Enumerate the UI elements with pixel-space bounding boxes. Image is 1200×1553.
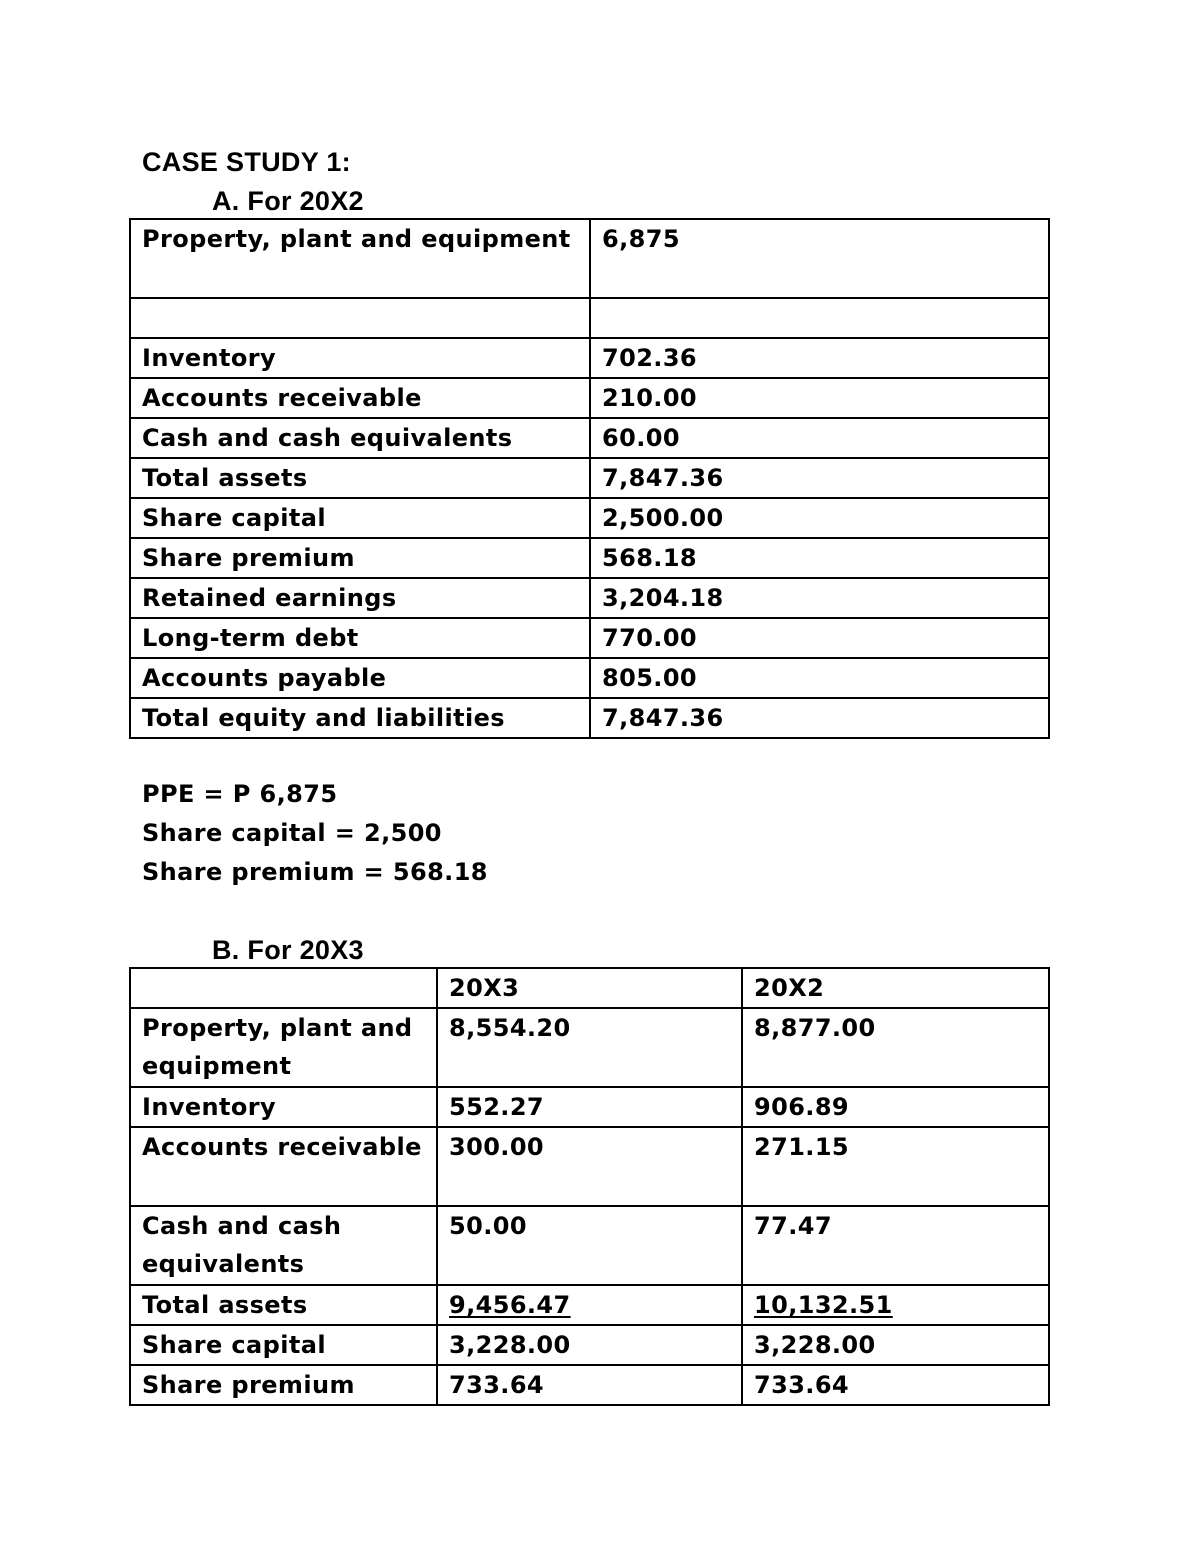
row-label: Property, plant and equipment <box>130 1008 437 1087</box>
table-row <box>130 458 1049 498</box>
table-row <box>130 538 1049 578</box>
row-label: Accounts payable <box>130 658 590 698</box>
table-row <box>130 1206 1049 1285</box>
value-20x3: 50.00 <box>437 1206 742 1285</box>
row-value: 7,847.36 <box>590 698 1049 738</box>
header-cell <box>130 968 437 1008</box>
row-value: 60.00 <box>590 418 1049 458</box>
row-value: 2,500.00 <box>590 498 1049 538</box>
row-label: Share capital <box>130 1325 437 1365</box>
balance-sheet-20x2-table <box>129 218 1050 739</box>
table-row <box>130 219 1049 298</box>
row-value: 7,847.36 <box>590 458 1049 498</box>
row-value: 568.18 <box>590 538 1049 578</box>
table-row <box>130 1127 1049 1206</box>
table-row <box>130 1365 1049 1405</box>
value-20x2-total <box>742 1285 1049 1325</box>
table-row <box>130 1087 1049 1127</box>
value-20x2: 733.64 <box>742 1365 1049 1405</box>
row-label: Total assets <box>130 1285 437 1325</box>
row-label: Inventory <box>130 338 590 378</box>
table-row <box>130 498 1049 538</box>
value-20x3: 3,228.00 <box>437 1325 742 1365</box>
row-label: Accounts receivable <box>130 1127 437 1206</box>
table-row <box>130 658 1049 698</box>
row-value: 3,204.18 <box>590 578 1049 618</box>
row-label: Cash and cash equivalents <box>130 418 590 458</box>
row-label: Total assets <box>130 458 590 498</box>
row-label: Long-term debt <box>130 618 590 658</box>
value-20x3: 300.00 <box>437 1127 742 1206</box>
row-value: 805.00 <box>590 658 1049 698</box>
table-row <box>130 378 1049 418</box>
row-label: Inventory <box>130 1087 437 1127</box>
row-label: Share premium <box>130 538 590 578</box>
row-label: Accounts receivable <box>130 378 590 418</box>
row-value: 6,875 <box>590 219 1049 298</box>
row-value: 770.00 <box>590 618 1049 658</box>
table-row <box>130 338 1049 378</box>
comparison-20x3-table <box>129 967 1050 1406</box>
row-value: 702.36 <box>590 338 1049 378</box>
row-label: Cash and cash equivalents <box>130 1206 437 1285</box>
table-row <box>130 298 1049 338</box>
value-20x3: 8,554.20 <box>437 1008 742 1087</box>
row-label: Share capital <box>130 498 590 538</box>
value-20x2: 8,877.00 <box>742 1008 1049 1087</box>
row-label <box>130 298 590 338</box>
value-20x3: 733.64 <box>437 1365 742 1405</box>
section-a-heading: A. For 20X2 <box>212 186 364 216</box>
table-row <box>130 698 1049 738</box>
table-row <box>130 1008 1049 1087</box>
table-row <box>130 418 1049 458</box>
header-cell: 20X3 <box>437 968 742 1008</box>
value-20x2: 3,228.00 <box>742 1325 1049 1365</box>
value-20x3-total <box>437 1285 742 1325</box>
note-share-premium: Share premium = 568.18 <box>142 858 488 886</box>
table-header-row <box>130 968 1049 1008</box>
note-share-capital: Share capital = 2,500 <box>142 819 442 847</box>
note-ppe: PPE = P 6,875 <box>142 780 338 808</box>
table-row <box>130 1285 1049 1325</box>
section-b-heading: B. For 20X3 <box>212 935 364 965</box>
header-cell: 20X2 <box>742 968 1049 1008</box>
row-label: Total equity and liabilities <box>130 698 590 738</box>
row-label: Share premium <box>130 1365 437 1405</box>
table-row <box>130 1325 1049 1365</box>
notes-block <box>142 775 488 892</box>
row-value: 210.00 <box>590 378 1049 418</box>
value-20x2: 906.89 <box>742 1087 1049 1127</box>
table-row <box>130 578 1049 618</box>
case-title: CASE STUDY 1: <box>142 147 351 177</box>
total-assets-20x2: 10,132.51 <box>754 1291 893 1319</box>
row-label: Retained earnings <box>130 578 590 618</box>
table-row <box>130 618 1049 658</box>
total-assets-20x3: 9,456.47 <box>449 1291 571 1319</box>
value-20x3: 552.27 <box>437 1087 742 1127</box>
value-20x2: 271.15 <box>742 1127 1049 1206</box>
row-value <box>590 298 1049 338</box>
row-label: Property, plant and equipment <box>130 219 590 298</box>
value-20x2: 77.47 <box>742 1206 1049 1285</box>
